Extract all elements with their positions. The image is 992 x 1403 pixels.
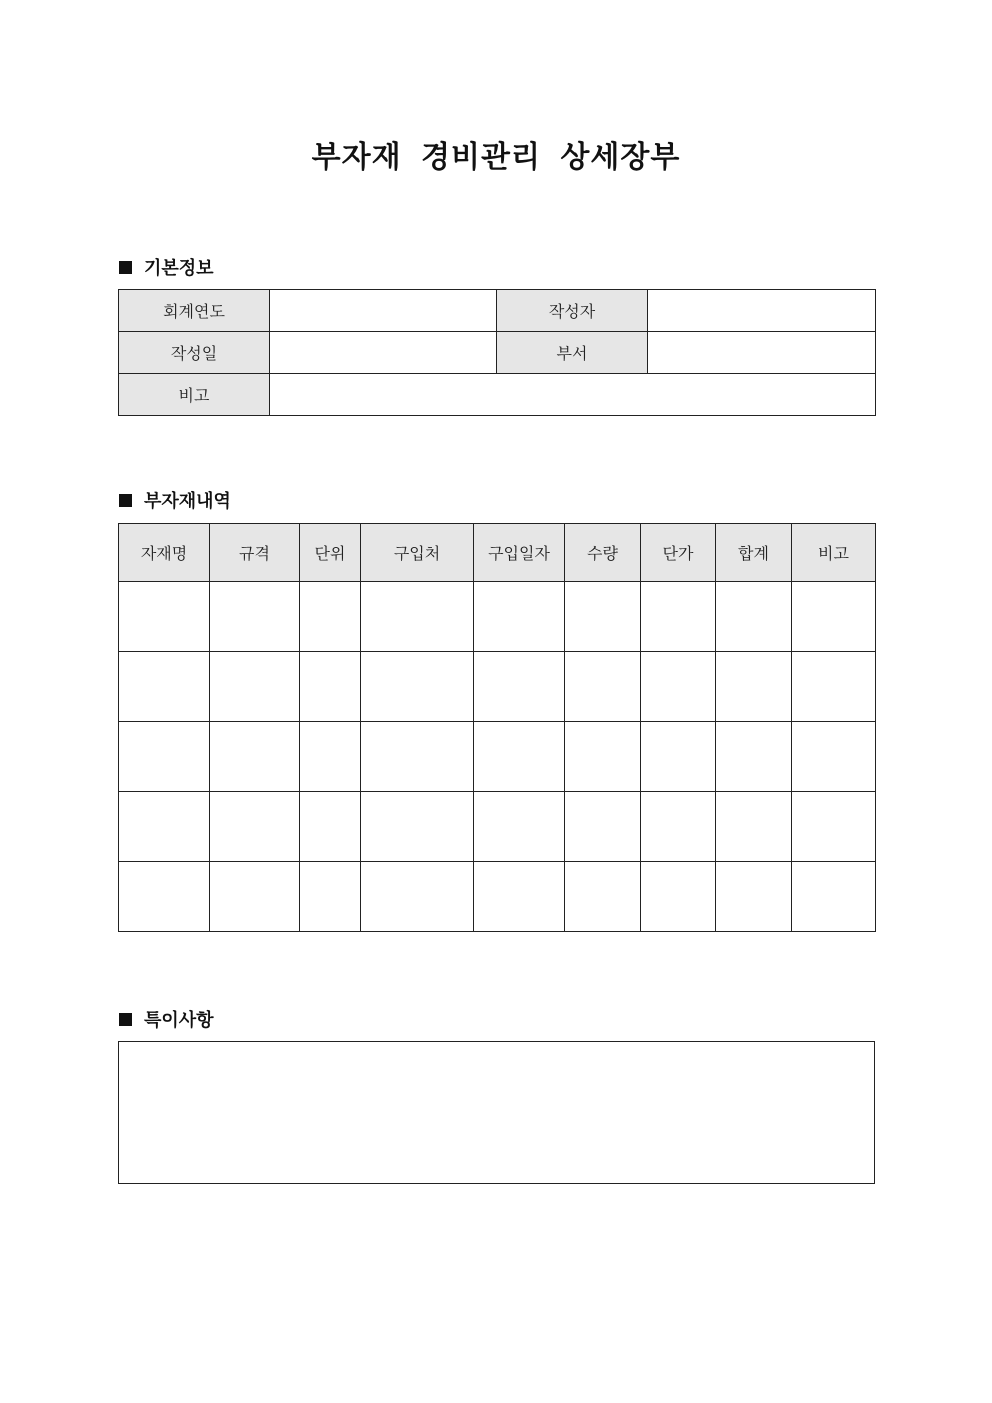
materials-header-row [119, 524, 876, 582]
remarks-label: 비고 [119, 374, 270, 416]
table-cell[interactable] [716, 652, 792, 722]
table-row [119, 792, 876, 862]
table-cell[interactable] [361, 792, 474, 862]
black-square-icon [119, 1013, 132, 1026]
materials-body [119, 582, 876, 932]
table-cell[interactable] [641, 652, 716, 722]
table-cell[interactable] [474, 652, 565, 722]
table-cell[interactable] [474, 792, 565, 862]
table-cell[interactable] [300, 582, 361, 652]
section-heading-label: 기본정보 [144, 258, 214, 279]
table-cell[interactable] [716, 722, 792, 792]
department-field[interactable] [648, 332, 876, 374]
author-field[interactable] [648, 290, 876, 332]
table-cell[interactable] [361, 652, 474, 722]
materials-table [118, 523, 876, 932]
table-row [119, 862, 876, 932]
table-cell[interactable] [474, 582, 565, 652]
table-row [119, 722, 876, 792]
table-cell[interactable] [641, 582, 716, 652]
table-cell[interactable] [119, 722, 210, 792]
page-title: 부자재 경비관리 상세장부 [311, 140, 681, 175]
column-header: 구입일자 [474, 524, 565, 582]
table-cell[interactable] [300, 722, 361, 792]
table-cell[interactable] [792, 652, 876, 722]
author-label: 작성자 [497, 290, 648, 332]
table-cell[interactable] [641, 792, 716, 862]
fiscal-year-field[interactable] [270, 290, 497, 332]
remarks-field[interactable] [270, 374, 876, 416]
table-cell[interactable] [792, 582, 876, 652]
column-header: 규격 [210, 524, 300, 582]
table-cell[interactable] [210, 582, 300, 652]
table-cell[interactable] [119, 652, 210, 722]
table-cell[interactable] [792, 792, 876, 862]
column-header: 수량 [565, 524, 641, 582]
table-cell[interactable] [641, 722, 716, 792]
table-cell[interactable] [565, 582, 641, 652]
column-header: 단가 [641, 524, 716, 582]
table-cell[interactable] [300, 792, 361, 862]
table-cell[interactable] [716, 582, 792, 652]
table-cell[interactable] [210, 722, 300, 792]
table-cell[interactable] [119, 862, 210, 932]
table-cell[interactable] [119, 792, 210, 862]
column-header: 합계 [716, 524, 792, 582]
date-field[interactable] [270, 332, 497, 374]
column-header: 단위 [300, 524, 361, 582]
table-cell[interactable] [210, 862, 300, 932]
column-header: 자재명 [119, 524, 210, 582]
table-cell[interactable] [792, 722, 876, 792]
table-row [119, 652, 876, 722]
table-row [119, 582, 876, 652]
table-cell[interactable] [361, 722, 474, 792]
section-heading-label: 특이사항 [144, 1010, 214, 1031]
table-cell[interactable] [474, 862, 565, 932]
table-cell[interactable] [565, 862, 641, 932]
section-heading-materials [119, 487, 231, 513]
special-notes-box[interactable] [118, 1041, 875, 1184]
section-heading-special-notes [119, 1006, 214, 1032]
section-heading-label: 부자재내역 [144, 491, 231, 512]
table-cell[interactable] [361, 862, 474, 932]
table-cell[interactable] [210, 792, 300, 862]
fiscal-year-label: 회계연도 [119, 290, 270, 332]
section-heading-basic-info [119, 254, 214, 280]
black-square-icon [119, 494, 132, 507]
table-cell[interactable] [119, 582, 210, 652]
table-cell[interactable] [716, 862, 792, 932]
table-cell[interactable] [300, 862, 361, 932]
table-cell[interactable] [565, 722, 641, 792]
table-cell[interactable] [361, 582, 474, 652]
black-square-icon [119, 261, 132, 274]
table-cell[interactable] [474, 722, 565, 792]
table-cell[interactable] [210, 652, 300, 722]
table-cell[interactable] [565, 792, 641, 862]
department-label: 부서 [497, 332, 648, 374]
table-cell[interactable] [792, 862, 876, 932]
column-header: 비고 [792, 524, 876, 582]
table-cell[interactable] [565, 652, 641, 722]
table-cell[interactable] [641, 862, 716, 932]
column-header: 구입처 [361, 524, 474, 582]
basic-info-table [118, 289, 876, 416]
table-cell[interactable] [716, 792, 792, 862]
date-label: 작성일 [119, 332, 270, 374]
table-cell[interactable] [300, 652, 361, 722]
